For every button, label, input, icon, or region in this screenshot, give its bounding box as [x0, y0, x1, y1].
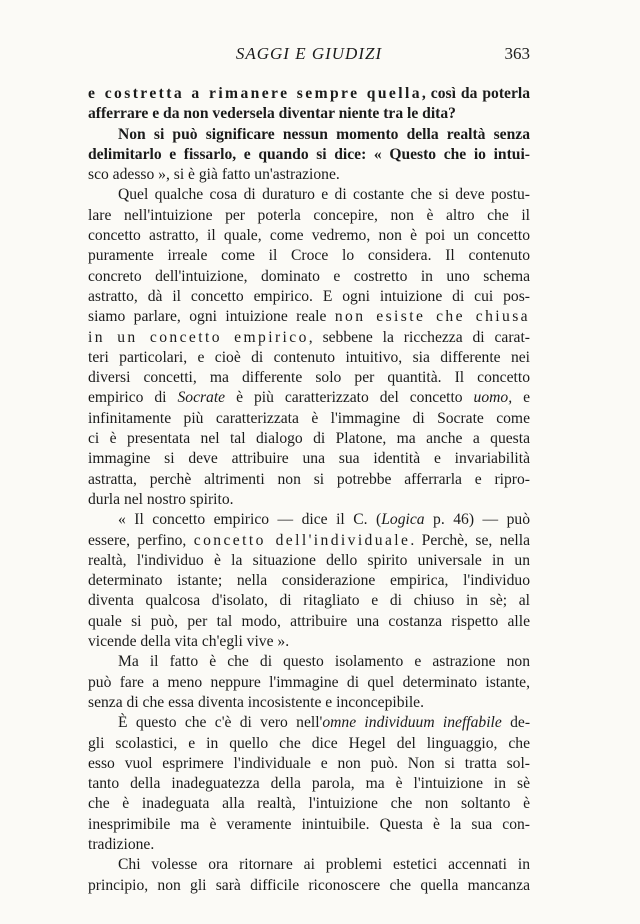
text-line: Non si può significare nessun momento della realtà senza: [118, 125, 530, 143]
text-span: essere, perfino,: [88, 531, 194, 549]
text-span: siamo parlare, ogni intuizione reale: [88, 308, 335, 326]
text-line: che è inadeguata alla realtà, l'intuizione che non soltanto è: [88, 795, 530, 813]
text-line: [88, 713, 530, 733]
text-line: astratto, dà il concetto empirico. E ogni intuizione di cui pos-: [88, 287, 530, 305]
text-span: , così da poterla: [421, 85, 531, 102]
text-line: durla nel nostro spirito.: [88, 490, 234, 508]
text-line: vicende della vita ch'egli vive ».: [88, 633, 290, 651]
spaced-emphasis: e costretta a rimanere sempre quella: [88, 85, 422, 102]
text-span: È questo che c'è di vero nell': [118, 714, 323, 732]
text-line: [88, 510, 530, 530]
text-line: esso vuol esprimere l'individuale e non può. Non si tratta sol-: [88, 754, 530, 772]
italic-term: omne individuum ineffabile: [322, 714, 502, 732]
text-line: puramente irreale come il Croce lo considera. Il contenuto: [88, 247, 530, 265]
text-span: de-: [501, 714, 531, 732]
text-line: teri particolari, e cioè di contenuto intuitivo, sia differente nei: [88, 348, 530, 366]
text-line: diversi concetti, ma differente solo per quantità. Il concetto: [88, 369, 530, 387]
page-header: [88, 44, 530, 70]
text-line: immagine si deve attribuire una sua identità e invariabilità: [88, 450, 530, 468]
text-line: tradizione.: [88, 835, 155, 853]
text-span: « Il concetto empirico — dice il C. (: [118, 511, 382, 529]
text-span: , sebbene la ricchezza di carat-: [308, 328, 530, 346]
text-line: astratta, perchè altrimenti non si potrebbe afferrarla e ripro-: [88, 470, 530, 488]
spaced-emphasis: non esiste che chiusa: [334, 308, 531, 326]
text-line: sco adesso », si è già fatto un'astrazione.: [88, 166, 340, 184]
text-line: Chi volesse ora ritornare ai problemi estetici accennati in: [118, 856, 530, 874]
text-line: diventa qualcosa d'isolato, di ritagliato e di chiuso in sè; al: [88, 592, 530, 610]
text-line: tanto della inadeguatezza della parola, ma è l'intuizione in sè: [88, 775, 530, 793]
text-line: ci è presentata nel tal dialogo di Platone, ma anche a questa: [88, 430, 530, 448]
text-line: Quel qualche cosa di duraturo e di costante che si deve postu-: [118, 186, 530, 204]
text-line: realtà, l'individuo è la situazione dello spirito universale in un: [88, 551, 530, 569]
text-line: inesprimibile ma è veramente inintuibile. Questa è la sua con-: [88, 815, 530, 833]
text-span: p. 46) — può: [424, 511, 530, 529]
italic-term: Socrate: [177, 389, 226, 407]
text-span: e: [512, 389, 530, 407]
text-line: determinato istante; nella considerazione empirica, l'individuo: [88, 572, 530, 590]
page-number: 363: [504, 44, 530, 63]
text-line: Ma il fatto è che di questo isolamento e astrazione non: [118, 653, 530, 671]
text-line: senza di che essa diventa incosistente e inconcepibile.: [88, 693, 425, 711]
text-line: principio, non gli sarà difficile riconoscere che quella mancanza: [88, 876, 530, 894]
running-title: SAGGI E GIUDIZI: [235, 44, 383, 63]
body-text: [88, 84, 530, 896]
text-line: infinitamente più caratterizzata è l'immagine di Socrate come: [88, 409, 530, 427]
text-line: concreto dell'intuizione, dominato e costretto in uno schema: [88, 267, 530, 285]
text-line: delimitarlo e fissarlo, e quando si dice: « Questo che io intui-: [88, 145, 530, 163]
text-span: è più caratterizzato del concetto: [225, 389, 474, 407]
text-line: [88, 328, 530, 348]
text-span: empirico di: [88, 389, 178, 407]
text-line: lare nell'intuizione per poterla concepire, non è altro che il: [88, 206, 530, 224]
text-line: concetto astratto, il quale, come vedremo, non è poi un concetto: [88, 227, 530, 245]
text-span: . Perchè, se, nella: [410, 531, 530, 549]
text-line: afferrare e da non vedersela diventar niente tra le dita?: [88, 105, 456, 123]
italic-term: uomo,: [473, 389, 513, 407]
text-line: [88, 307, 530, 327]
text-line: può fare a meno neppure l'immagine di quel determinato istante,: [88, 673, 530, 691]
text-line: [88, 531, 530, 551]
text-line: [88, 388, 530, 408]
text-line: quale si può, per tal modo, attribuire una costanza rispetto alle: [88, 612, 530, 630]
italic-term: Logica: [381, 511, 425, 529]
spaced-emphasis: in un concetto empirico: [88, 328, 309, 346]
text-line: gli scolastici, e in quello che dice Hegel del linguaggio, che: [88, 734, 530, 752]
spaced-emphasis: concetto dell'individuale: [193, 531, 411, 549]
text-line: [88, 84, 530, 104]
